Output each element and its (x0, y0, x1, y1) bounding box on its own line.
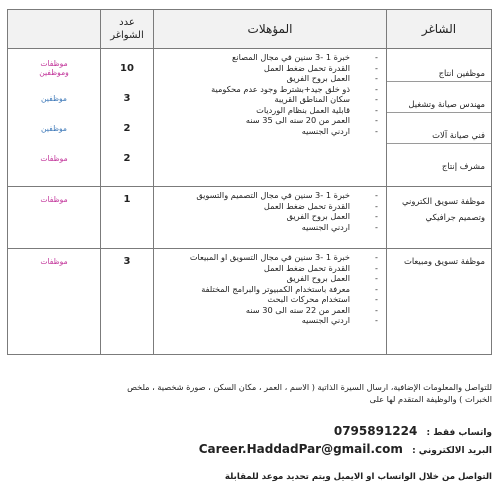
vacancy-count: 2 (123, 122, 131, 134)
list-item: - خبرة 1 -3 سنين في مجال التسويق او المبيعات (154, 252, 378, 263)
instructions-line: الخبرات ) والوظيفة المتقدم لها على (369, 394, 492, 404)
closing-note: التواصل من خلال الواتساب او الايميل ويتم تحديد موعد للمقابلة (224, 472, 492, 482)
count-cell (101, 249, 154, 355)
job-cell (387, 187, 492, 249)
list-item: - معرفة باستخدام الكمبيوتر والبرامج المختلفة (154, 284, 378, 295)
list-item: - سكان المناطق القريبة (154, 94, 378, 105)
header-notes (8, 10, 101, 49)
job-cell (387, 249, 492, 355)
qualifications-list (154, 249, 386, 326)
whatsapp-label: واتساب فقط : (426, 428, 492, 438)
header-job: الشاغر (387, 10, 492, 49)
job-title: موظفين انتاج (387, 65, 491, 82)
notes-cell (8, 249, 101, 355)
gender-note: موظفات (40, 194, 68, 204)
list-item: - القدرة تحمل ضغط العمل (154, 263, 378, 274)
whatsapp-number[interactable]: 0795891224 (333, 424, 418, 438)
job-title: موظفة تسويق ومبيعات (403, 256, 485, 266)
job-cell (387, 49, 492, 187)
list-item: - العمر من 22 سنه الى 30 سنه (154, 305, 378, 316)
vacancy-count: 3 (123, 92, 131, 104)
email-contact (20, 442, 492, 456)
table-row (8, 49, 492, 187)
list-item: - القدرة تحمل ضغط العمل (154, 201, 378, 212)
qualifications-list (154, 49, 386, 136)
qualifications-cell (154, 49, 387, 187)
list-item: - اردني الجنسيه (154, 222, 378, 233)
job-title: مهندس صيانة وتشغيل (387, 96, 491, 113)
header-count: عدد الشواغر (101, 10, 154, 49)
contact-instructions (20, 381, 492, 405)
header-qualifications: المؤهلات (154, 10, 387, 49)
gender-note: موظفات (40, 153, 68, 163)
vacancy-count: 3 (123, 255, 131, 267)
table-header-row (8, 10, 492, 49)
list-item: - ذو خلق جيد+بشترط وجود عدم محكومية (154, 84, 378, 95)
gender-note: موظفات (40, 59, 68, 68)
email-label: البريد الالكتروني : (412, 446, 492, 456)
count-cell (101, 49, 154, 187)
job-title: موظفة تسويق الكتروني (402, 196, 485, 206)
vacancies-table (7, 9, 492, 355)
job-title: وتصميم جرافيكي (425, 212, 485, 222)
gender-note: موظفين (41, 123, 67, 133)
list-item: - العمل بروح الفريق (154, 273, 378, 284)
table-row (8, 249, 492, 355)
list-item: - اردني الجنسيه (154, 315, 378, 326)
list-item: - القدرة تحمل ضغط العمل (154, 63, 378, 74)
gender-note: موظفات (40, 256, 68, 266)
list-item: - قابلية العمل بنظام الورديات (154, 105, 378, 116)
qualifications-cell (154, 187, 387, 249)
qualifications-list (154, 187, 386, 232)
gender-note: وموظفين (39, 68, 69, 77)
list-item: - العمل بروح الفريق (154, 73, 378, 84)
vacancy-count: 1 (123, 193, 131, 205)
job-title: فني صيانة آلات (387, 127, 491, 144)
vacancy-count: 2 (123, 152, 131, 164)
list-item: - خبرة 1 -3 سنين في مجال المصانع (154, 52, 378, 63)
list-item: - استخدام محركات البحث (154, 294, 378, 305)
list-item: - خبرة 1 -3 سنين في مجال التصميم والتسويق (154, 190, 378, 201)
list-item: - العمر من 20 سنه الى 35 سنه (154, 115, 378, 126)
qualifications-cell (154, 249, 387, 355)
whatsapp-contact (20, 424, 492, 438)
list-item: - العمل بروح الفريق (154, 211, 378, 222)
job-title: مشرف إنتاج (441, 161, 485, 171)
count-cell (101, 187, 154, 249)
instructions-line: للتواصل والمعلومات الإضافية، ارسال السيرة الذاتية ( الاسم ، العمر ، مكان السكن ، صورة شخصية ، ملخص (127, 382, 492, 392)
vacancy-count: 10 (120, 62, 134, 74)
gender-note: موظفين (41, 93, 67, 103)
table-row (8, 187, 492, 249)
email-link[interactable]: Career.HaddadPar@gmail.com (198, 442, 403, 456)
notes-cell (8, 187, 101, 249)
list-item: - اردني الجنسيه (154, 126, 378, 137)
notes-cell (8, 49, 101, 187)
